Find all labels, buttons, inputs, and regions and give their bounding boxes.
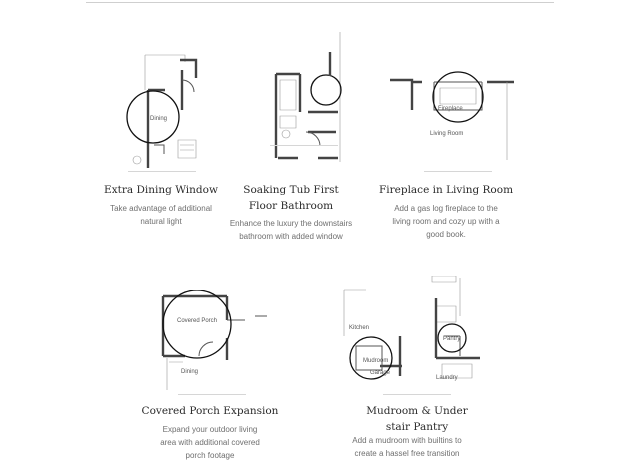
- plan-label: Mudroom: [363, 358, 389, 364]
- plan-label: Kitchen: [349, 325, 370, 331]
- plan-label: Fireplace: [438, 106, 463, 112]
- section-divider: [383, 394, 451, 395]
- bathroom-floor-plan-image: [268, 32, 348, 162]
- plan-label: Laundry: [436, 375, 458, 381]
- feature-description: Add a mudroom with builtins to create a hassel free transition: [352, 436, 462, 458]
- section-divider: [270, 145, 338, 146]
- section-divider: [128, 171, 196, 172]
- porch-floor-plan-image: [155, 290, 275, 390]
- plan-label: Living Room: [430, 131, 464, 137]
- mudroom-floor-plan-image: [340, 276, 490, 386]
- feature-description: Take advantage of additional natural light: [110, 204, 212, 226]
- feature-description: Expand your outdoor living area with additional covered porch footage: [160, 425, 260, 460]
- feature-title: Covered Porch Expansion: [141, 405, 279, 417]
- dining-floor-plan-image: [120, 50, 210, 170]
- feature-title: Fireplace in Living Room: [378, 184, 514, 196]
- feature-description: Enhance the luxury the downstairs bathroom with added window: [229, 219, 353, 241]
- top-divider: [86, 2, 554, 3]
- feature-title: Extra Dining Window: [104, 184, 218, 196]
- plan-label: Garage: [370, 370, 391, 376]
- plan-label: Pantry: [443, 336, 461, 342]
- feature-description: Add a gas log fireplace to the living room and cozy up with a good book.: [392, 204, 500, 239]
- feature-title: Soaking Tub First Floor Bathroom: [243, 184, 339, 212]
- fireplace-floor-plan-image: [382, 60, 522, 160]
- plan-label: Covered Porch: [177, 318, 218, 324]
- plan-label: Dining: [150, 116, 168, 122]
- section-divider: [424, 171, 492, 172]
- plan-label: Dining: [181, 369, 199, 375]
- section-divider: [178, 394, 246, 395]
- feature-title: Mudroom & Under stair Pantry: [366, 405, 468, 433]
